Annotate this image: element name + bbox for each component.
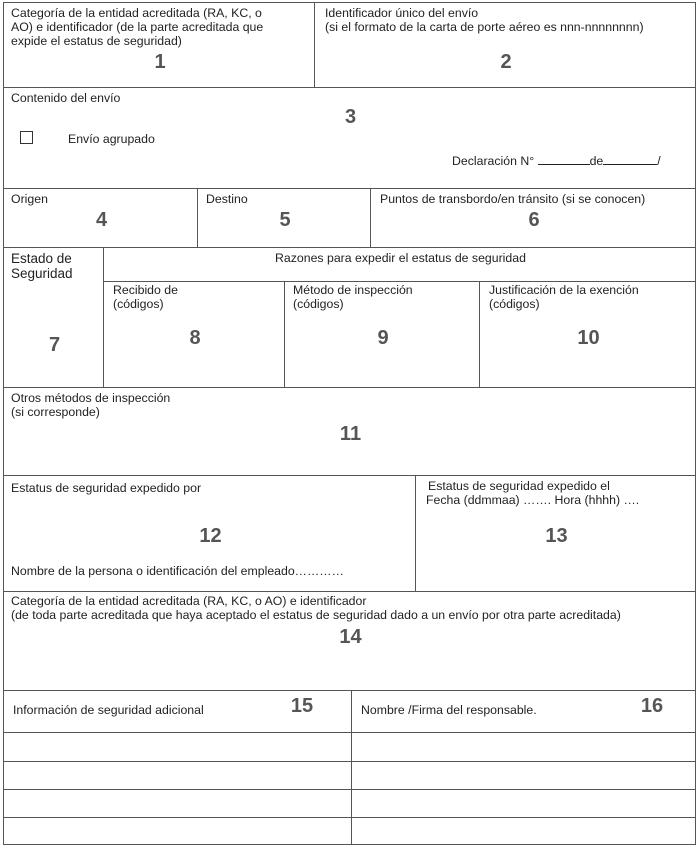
field-5-destination[interactable] bbox=[197, 188, 371, 248]
field-4-label: Origen bbox=[11, 192, 48, 206]
field-16-number: 16 bbox=[640, 695, 664, 717]
field-8-label-line1: Recibido de bbox=[113, 283, 178, 297]
field-12-issued-by[interactable] bbox=[3, 475, 416, 592]
field-14-accepting-entity[interactable] bbox=[3, 591, 696, 691]
field-16-row-4[interactable] bbox=[352, 818, 695, 844]
grouped-shipment-checkbox[interactable] bbox=[20, 131, 33, 144]
security-declaration-form bbox=[3, 2, 696, 845]
field-11-number: 11 bbox=[339, 423, 362, 445]
declaration-de: de bbox=[589, 154, 604, 168]
field-6-transit-points[interactable] bbox=[370, 188, 696, 248]
field-15-number: 15 bbox=[290, 695, 314, 717]
field-8-number: 8 bbox=[189, 327, 201, 349]
field-4-number: 4 bbox=[95, 209, 108, 231]
field-3-number: 3 bbox=[344, 106, 357, 128]
grouped-shipment-label: Envío agrupado bbox=[68, 132, 155, 146]
field-14-label-line2: (de toda parte acreditada que haya aceptado el estatus de seguridad dado a un envío por otra parte acreditada) bbox=[11, 608, 621, 622]
reasons-header bbox=[103, 247, 696, 282]
field-5-number: 5 bbox=[279, 209, 291, 231]
field-16-row-1[interactable] bbox=[352, 733, 695, 760]
field-16-row-3[interactable] bbox=[352, 790, 695, 816]
field-1-label-line2: AO) e identificador (de la parte acreditada que bbox=[11, 20, 264, 34]
field-6-label: Puntos de transbordo/en tránsito (si se conocen) bbox=[380, 192, 646, 206]
field-7-label-line1: Estado de bbox=[11, 251, 72, 266]
field-13-label-line1: Estatus de seguridad expedido el bbox=[428, 479, 610, 493]
field-10-exemption-justification[interactable] bbox=[479, 281, 696, 388]
field-2-label-line2: (si el formato de la carta de porte aéreo es nnn-nnnnnnnn) bbox=[325, 20, 644, 34]
field-3-contents[interactable] bbox=[3, 87, 696, 189]
field-11-label-line2: (si corresponde) bbox=[11, 405, 100, 419]
field-15-row-1[interactable] bbox=[4, 733, 350, 760]
field-2-label-line1: Identificador único del envío bbox=[325, 6, 479, 20]
field-7-label-line2: Seguridad bbox=[11, 266, 73, 281]
field-4-origin[interactable] bbox=[3, 188, 198, 248]
field-3-label: Contenido del envío bbox=[11, 91, 121, 105]
field-5-label: Destino bbox=[206, 192, 248, 206]
field-13-number: 13 bbox=[545, 525, 568, 547]
field-9-inspection-method[interactable] bbox=[284, 281, 480, 388]
declaration-number-blank[interactable] bbox=[538, 154, 590, 165]
field-10-number: 10 bbox=[577, 327, 600, 349]
field-8-label-line2: (códigos) bbox=[113, 297, 164, 311]
field-6-number: 6 bbox=[528, 209, 540, 231]
employee-id-label: Nombre de la persona o identificación del empleado………… bbox=[11, 564, 344, 578]
field-15-label: Información de seguridad adicional bbox=[13, 703, 204, 717]
field-16-label: Nombre /Firma del responsable. bbox=[361, 703, 537, 717]
reasons-header-label: Razones para expedir el estatus de seguridad bbox=[275, 251, 526, 265]
declaration-label: Declaración N° bbox=[452, 154, 535, 168]
field-1-label-line3: expide el estatus de seguridad) bbox=[11, 34, 182, 48]
field-1-number: 1 bbox=[154, 51, 166, 73]
field-2-shipment-id[interactable] bbox=[314, 2, 696, 88]
declaration-line bbox=[452, 154, 661, 168]
field-15-row-4[interactable] bbox=[4, 818, 350, 844]
field-11-label-line1: Otros métodos de inspección bbox=[11, 391, 171, 405]
field-9-label-line1: Método de inspección bbox=[293, 283, 413, 297]
declaration-date-blank[interactable] bbox=[603, 154, 657, 165]
field-10-label-line2: (códigos) bbox=[489, 297, 540, 311]
field-1-label-line1: Categoría de la entidad acreditada (RA, KC, o bbox=[11, 6, 262, 20]
declaration-slash: / bbox=[657, 154, 661, 168]
field-15-row-3[interactable] bbox=[4, 790, 350, 816]
bottom-table bbox=[3, 690, 696, 845]
field-14-number: 14 bbox=[339, 626, 362, 648]
field-15-row-2[interactable] bbox=[4, 762, 350, 788]
field-11-other-inspection-methods[interactable] bbox=[3, 387, 696, 476]
field-16-row-2[interactable] bbox=[352, 762, 695, 788]
field-9-number: 9 bbox=[377, 327, 389, 349]
field-8-received-from[interactable] bbox=[103, 281, 285, 388]
field-13-issued-date-time[interactable] bbox=[415, 475, 696, 592]
field-10-label-line1: Justificación de la exención bbox=[489, 283, 639, 297]
field-1-accredited-entity[interactable] bbox=[3, 2, 315, 88]
field-7-number: 7 bbox=[48, 334, 61, 356]
field-14-label-line1: Categoría de la entidad acreditada (RA, KC, o AO) e identificador bbox=[11, 594, 367, 608]
field-13-label-line2: Fecha (ddmmaa) ……. Hora (hhhh) …. bbox=[426, 493, 640, 507]
field-9-label-line2: (códigos) bbox=[293, 297, 344, 311]
field-7-security-status[interactable] bbox=[3, 247, 104, 388]
field-12-label: Estatus de seguridad expedido por bbox=[11, 481, 202, 495]
field-2-number: 2 bbox=[500, 51, 512, 73]
field-12-number: 12 bbox=[199, 525, 222, 547]
